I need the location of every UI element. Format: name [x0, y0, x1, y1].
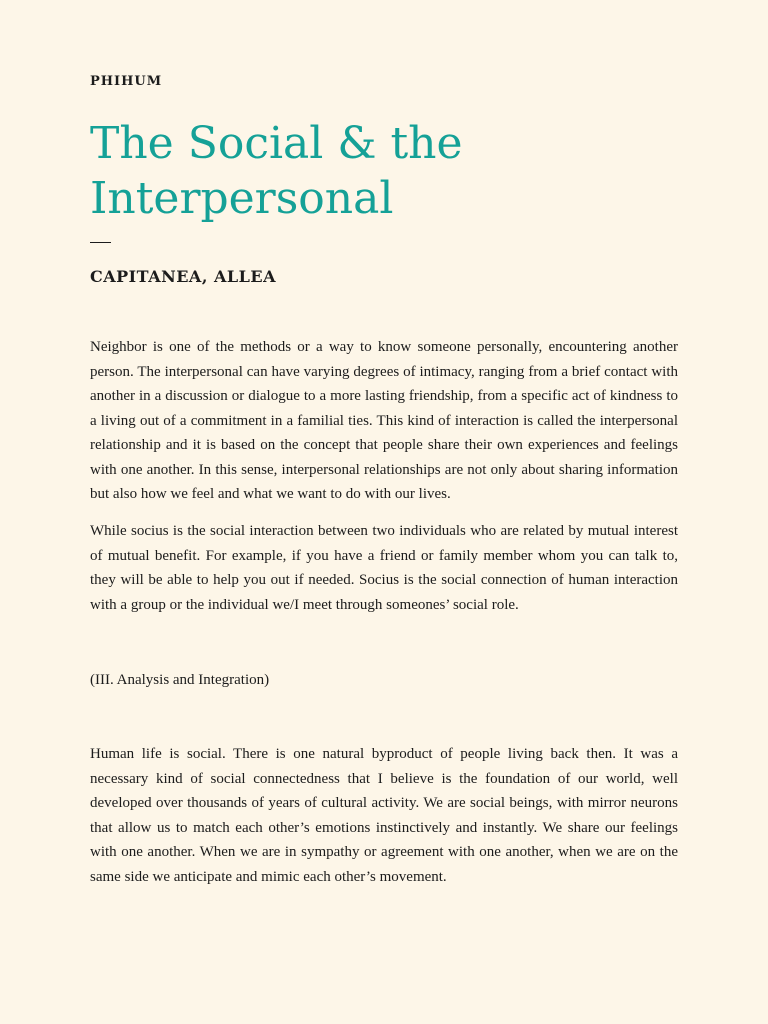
author-name: CAPITANEA, ALLEA: [90, 267, 277, 286]
title-line-1: The Social & the: [90, 118, 463, 169]
category-label: PHIHUM: [90, 74, 163, 89]
section-heading: (III. Analysis and Integration): [90, 672, 270, 688]
page-title: [90, 116, 678, 226]
body-paragraph: Human life is social. There is one natural byproduct of people living back then. It was a necessary kind of social connectedness that I believe is the foundation of our world, well developed over thousands of years of cultural activity. We are social beings, with mirror neurons that allow us to match each other’s emotions instinctively and instantly. We share our feelings with one another. When we are in sympathy or agreement with one another, when we are on the same side we anticipate and mimic each other’s movement.: [90, 746, 678, 885]
title-line-2: Interpersonal: [90, 173, 394, 224]
body-paragraph: Neighbor is one of the methods or a way to know someone personally, encountering another person. The interpersonal can have varying degrees of intimacy, ranging from a brief contact with another in a discussion or dialogue to a more lasting friendship, from a specific act of kindness to a living out of a commitment in a familial ties. This kind of interaction is called the interpersonal relationship and it is based on the concept that people share their own experiences and feelings with one another. In this sense, interpersonal relationships are not only about sharing information but also how we feel and what we want to do with our lives.: [90, 339, 678, 502]
title-divider: [90, 242, 111, 243]
body-paragraph: While socius is the social interaction between two individuals who are related by mutual interest of mutual benefit. For example, if you have a friend or family member whom you can talk to, they will be able to help you out if needed. Socius is the social connection of human interaction with a group or the individual we/I meet through someones’ social role.: [90, 523, 678, 613]
